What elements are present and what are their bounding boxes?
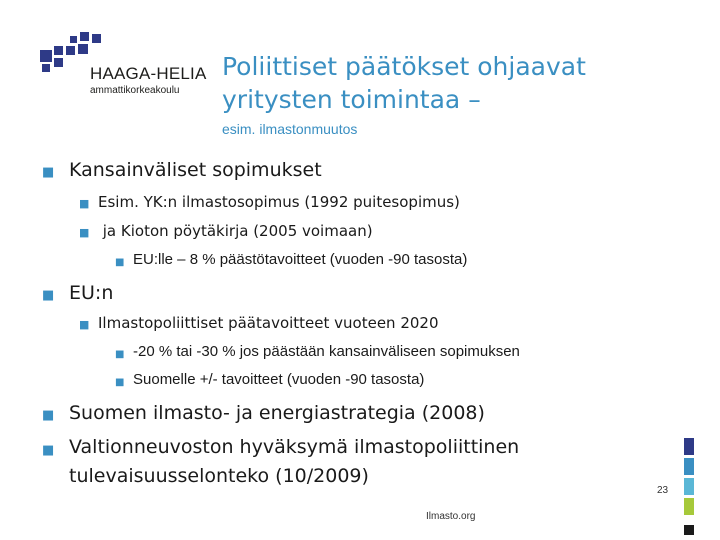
- bullet-reduction-target: [115, 342, 520, 362]
- bullet-finland-targets: [115, 370, 425, 390]
- bullet-square-icon: ■: [42, 408, 55, 423]
- bullet-text: Suomen ilmasto- ja energiastrategia (2008): [69, 402, 485, 424]
- bullet-square-icon: ■: [115, 257, 125, 268]
- bullet-square-icon: ■: [79, 197, 90, 210]
- bullet-kyoto-protocol: [79, 221, 373, 241]
- bullet-square-icon: ■: [79, 226, 90, 239]
- bullet-square-icon: ■: [115, 377, 125, 388]
- logo-subtitle: ammattikorkeakoulu: [90, 85, 180, 96]
- bullet-square-icon: ■: [42, 288, 55, 303]
- bullet-text: Ilmastopoliittiset päätavoitteet vuoteen 2020: [98, 314, 439, 332]
- decorative-color-bars: [684, 438, 694, 538]
- bullet-square-icon: ■: [79, 318, 90, 331]
- bullet-text: Valtionneuvoston hyväksymä ilmastopoliittinen tulevaisuusselonteko (10/2009): [69, 436, 520, 487]
- slide-subtitle: esim. ilmastonmuutos: [222, 121, 358, 137]
- bullet-text: EU:n: [69, 282, 114, 304]
- color-bar: [684, 438, 694, 455]
- color-bar: [684, 498, 694, 515]
- bullet-text: Esim. YK:n ilmastosopimus (1992 puitesopimus): [98, 193, 460, 211]
- bullet-text: -20 % tai -30 % jos päästään kansainväliseen sopimuksen: [133, 343, 520, 360]
- bullet-eu: [42, 280, 114, 306]
- bullet-square-icon: ■: [115, 349, 125, 360]
- color-bar: [684, 478, 694, 495]
- bullet-un-climate-convention: [79, 192, 460, 212]
- slide-title: Poliittiset päätökset ohjaavat yritysten toimintaa –: [222, 52, 586, 114]
- bullet-government-report: [42, 433, 589, 491]
- bullet-text: EU:lle – 8 % päästötavoitteet (vuoden -90 tasosta): [133, 251, 468, 268]
- bullet-eu-emission-target: [115, 250, 468, 270]
- footer-source: Ilmasto.org: [426, 511, 476, 522]
- bullet-climate-goals-2020: [79, 313, 439, 333]
- bullet-text: ja Kioton pöytäkirja (2005 voimaan): [98, 222, 373, 240]
- bullet-text: Suomelle +/- tavoitteet (vuoden -90 tasosta): [133, 371, 425, 388]
- bullet-finland-strategy: [42, 400, 485, 426]
- bullet-international-agreements: [42, 157, 322, 183]
- color-bar: [684, 525, 694, 535]
- bullet-text: Kansainväliset sopimukset: [69, 159, 322, 181]
- color-bar: [684, 458, 694, 475]
- page-number: 23: [657, 485, 669, 496]
- color-bar: [684, 518, 694, 522]
- bullet-square-icon: ■: [42, 165, 55, 180]
- logo-name: HAAGA-HELIA: [90, 64, 207, 83]
- haaga-helia-logo: [38, 30, 208, 105]
- bullet-square-icon: ■: [42, 443, 55, 458]
